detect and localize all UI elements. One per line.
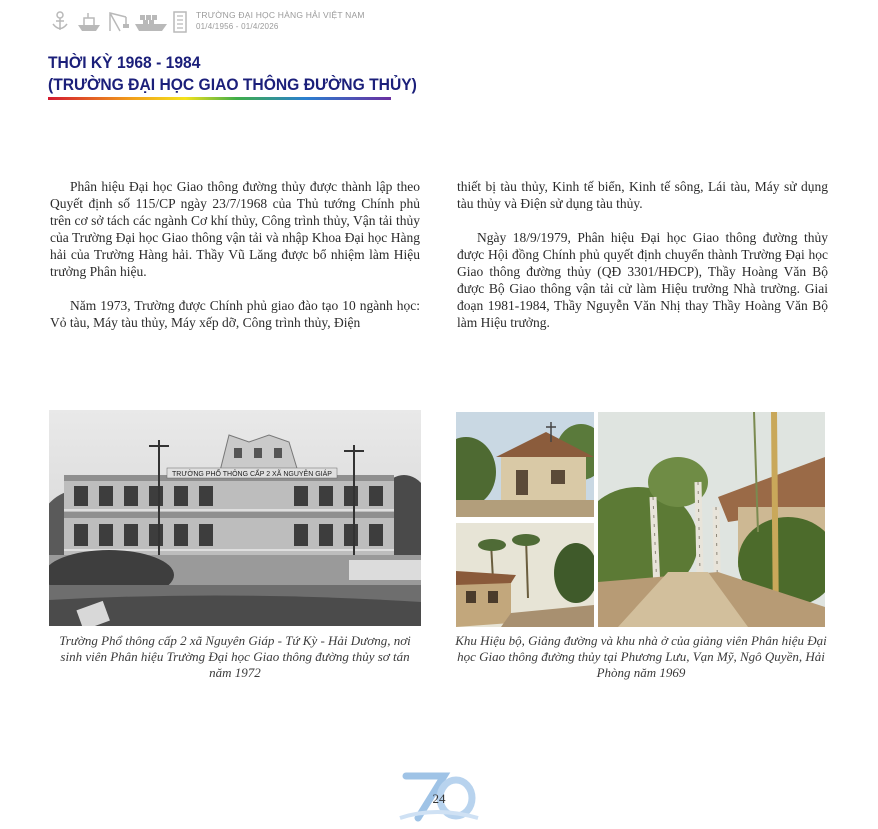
building-sign-text: TRƯỜNG PHỔ THÔNG CẤP 2 XÃ NGUYÊN GIÁP: [172, 471, 332, 478]
right-photo-caption: Khu Hiệu bộ, Giảng đường và khu nhà ở của giảng viên Phân hiệu Đại học Giao thông đường thủy tại Phương Lưu, Vạn Mỹ, Ngô Quyền, Hải Phòng năm 1969: [455, 633, 827, 680]
paragraph: Ngày 18/9/1979, Phân hiệu Đại học Giao thông đường thủy được Hội đồng Chính phủ quyết định chuyển thành Trường Đại học Giao thông đường thủy (QĐ 3301/HĐCP), Thầy Hoàng Văn Bộ được Bộ Giao thông vận tải cử làm Hiệu trưởng Nhà trường. Giai đoạn 1981-1984, Thầy Nguyễn Văn Nhị thay Thầy Hoàng Văn Bộ làm Hiệu trưởng.: [457, 230, 828, 330]
section-title: [48, 52, 417, 96]
header-icon-strip: [48, 9, 188, 33]
section-title-line1: THỜI KỲ 1968 - 1984: [48, 53, 201, 72]
village-house-photo: [456, 412, 594, 517]
paragraph: Phân hiệu Đại học Giao thông đường thủy được thành lập theo Quyết định số 115/CP ngày 23/7/1968 của Thủ tướng Chính phủ trên cơ sở tách các ngành Cơ khí thủy, Công trình thủy, Vận tải thủy của Trường Đại học Giao thông vận tải và nhập Khoa Đại học Hàng hải của Trường Hàng hải. Thầy Vũ Lăng được bổ nhiệm làm Hiệu trưởng Phân hiệu.: [50, 179, 420, 279]
lecturer-housing-photo: [598, 412, 825, 627]
right-text-column: [457, 178, 828, 331]
building-icon: [172, 9, 188, 33]
crane-icon: [106, 9, 130, 33]
title-rainbow-underline: [48, 97, 391, 100]
ship-icon: [76, 9, 102, 33]
left-photo-caption: Trường Phổ thông cấp 2 xã Nguyên Giáp - Tứ Kỳ - Hải Dương, nơi sinh viên Phân hiệu Trường Đại học Giao thông đường thủy sơ tán năm 1972: [59, 633, 411, 680]
school-building-photo: [49, 410, 421, 626]
paragraph: Năm 1973, Trường được Chính phủ giao đào tạo 10 ngành học: Vỏ tàu, Máy tàu thủy, Máy xếp dỡ, Công trình thủy, Điện: [50, 298, 420, 330]
header-date-range: 01/4/1956 - 01/4/2026: [196, 22, 279, 31]
header-text: [196, 10, 365, 32]
section-title-line2: (TRƯỜNG ĐẠI HỌC GIAO THÔNG ĐƯỜNG THỦY): [48, 75, 417, 94]
cargo-ship-icon: [134, 9, 168, 33]
paragraph: thiết bị tàu thủy, Kinh tế biển, Kinh tế sông, Lái tàu, Máy sử dụng tàu thủy và Điện sử dụng tàu thủy.: [457, 179, 828, 211]
header-university-name: TRƯỜNG ĐẠI HỌC HÀNG HẢI VIỆT NAM: [196, 10, 365, 20]
page-header: [48, 6, 365, 36]
page-number: 24: [432, 791, 446, 806]
lecture-hall-photo: [456, 523, 594, 627]
left-text-column: [50, 178, 420, 331]
ship-anchor-icon: [48, 9, 72, 33]
